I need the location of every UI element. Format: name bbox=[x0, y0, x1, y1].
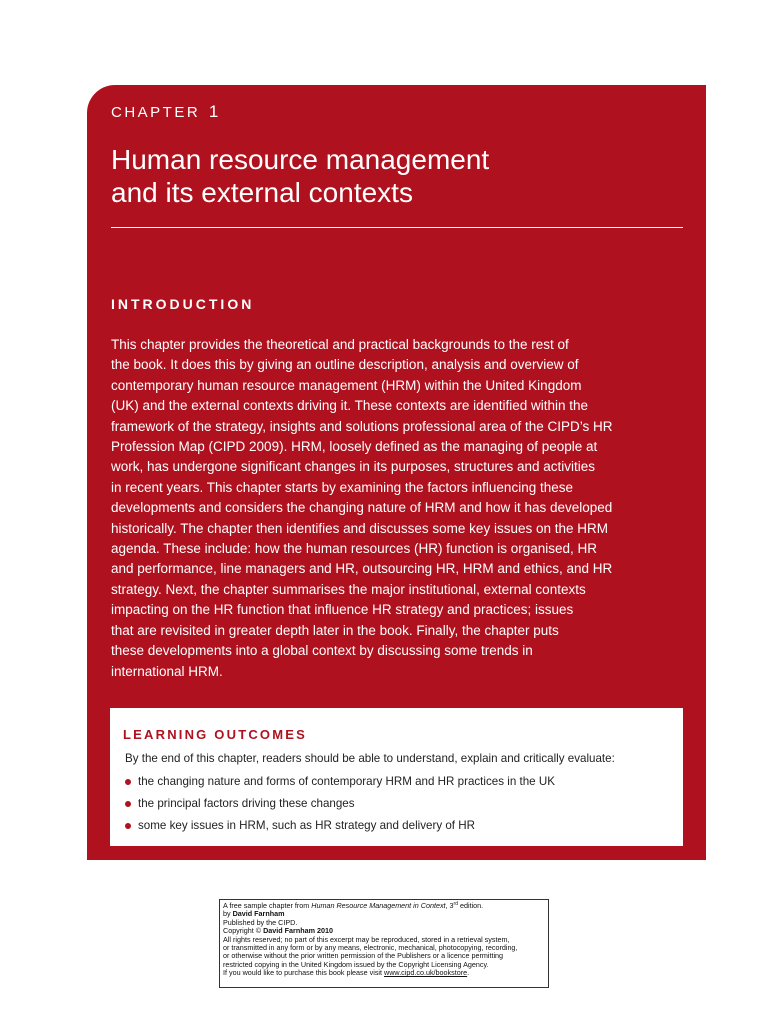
intro-line: (UK) and the external contexts driving it. These contexts are identified within the bbox=[111, 398, 589, 414]
intro-line: Profession Map (CIPD 2009). HRM, loosely defined as the managing of people at bbox=[111, 439, 598, 455]
intro-line: the book. It does this by giving an outline description, analysis and overview of bbox=[111, 357, 579, 373]
list-item-text: the changing nature and forms of contemporary HRM and HR practices in the UK bbox=[138, 775, 555, 788]
notice-line-rights: restricted copying in the United Kingdom issued by the Copyright Licensing Agency. bbox=[223, 959, 489, 969]
intro-line: work, has undergone significant changes in its purposes, structures and activities bbox=[111, 459, 596, 475]
learning-outcomes-list bbox=[125, 775, 555, 841]
intro-line: agenda. These include: how the human resources (HR) function is organised, HR bbox=[111, 541, 598, 557]
book-title: Human Resource Management in Context bbox=[311, 901, 446, 910]
list-item bbox=[125, 797, 555, 819]
list-item-text: the principal factors driving these changes bbox=[138, 797, 355, 810]
chapter-word: CHAPTER bbox=[111, 104, 201, 121]
intro-line: historically. The chapter then identifies and discusses some key issues on the HRM bbox=[111, 520, 608, 536]
bullet-icon bbox=[125, 779, 131, 785]
intro-line: that are revisited in greater depth later in the book. Finally, the chapter puts bbox=[111, 622, 559, 638]
list-item bbox=[125, 775, 555, 797]
chapter-title-line-1: Human resource management bbox=[111, 144, 490, 175]
notice-line-publisher: Published by the CIPD. bbox=[223, 917, 298, 927]
introduction-heading: INTRODUCTION bbox=[111, 296, 255, 312]
intro-line: developments and considers the changing nature of HRM and how it has developed bbox=[111, 500, 613, 516]
intro-line: in recent years. This chapter starts by examining the factors influencing these bbox=[111, 479, 573, 495]
intro-line: impacting on the HR function that influence HR strategy and practices; issues bbox=[111, 602, 574, 618]
learning-outcomes-lead: By the end of this chapter, readers should be able to understand, explain and critically evaluate: bbox=[125, 752, 615, 765]
notice-line-source: A free sample chapter from Human Resource Management in Context, 3rd edition. bbox=[223, 901, 484, 910]
bookstore-link[interactable]: www.cipd.co.uk/bookstore bbox=[384, 968, 468, 978]
intro-line: and performance, line managers and HR, outsourcing HR, HRM and ethics, and HR bbox=[111, 561, 613, 577]
notice-line-rights: or otherwise without the prior written permission of the Publishers or a licence permitting bbox=[223, 951, 504, 961]
list-item-text: some key issues in HRM, such as HR strategy and delivery of HR bbox=[138, 819, 475, 832]
learning-outcomes-heading: LEARNING OUTCOMES bbox=[123, 727, 308, 742]
chapter-title bbox=[111, 143, 681, 209]
author-name: David Farnham bbox=[232, 909, 285, 919]
intro-line: these developments into a global context by discussing some trends in bbox=[111, 643, 533, 659]
notice-line-rights: or transmitted in any form or by any means, electronic, mechanical, photocopying, recording, bbox=[223, 943, 518, 953]
notice-line-copyright: Copyright © David Farnham 2010 bbox=[223, 926, 333, 936]
introduction-text bbox=[111, 335, 691, 682]
notice-line-author: by David Farnham bbox=[223, 909, 285, 919]
notice-line-purchase: If you would like to purchase this book please visit www.cipd.co.uk/bookstore. bbox=[223, 968, 470, 978]
learning-outcomes-box bbox=[110, 708, 683, 846]
copyright-holder: David Farnham 2010 bbox=[263, 926, 333, 936]
chapter-number: 1 bbox=[208, 102, 219, 121]
title-divider bbox=[111, 227, 683, 228]
intro-line: international HRM. bbox=[111, 663, 223, 679]
intro-line: This chapter provides the theoretical and practical backgrounds to the rest of bbox=[111, 337, 569, 352]
list-item bbox=[125, 819, 555, 841]
intro-line: framework of the strategy, insights and solutions professional area of the CIPD’s HR bbox=[111, 418, 613, 434]
intro-line: strategy. Next, the chapter summarises the major institutional, external contexts bbox=[111, 581, 586, 597]
intro-line: contemporary human resource management (HRM) within the United Kingdom bbox=[111, 377, 582, 393]
bullet-icon bbox=[125, 823, 131, 829]
bullet-icon bbox=[125, 801, 131, 807]
chapter-label bbox=[111, 102, 218, 122]
copyright-notice-box bbox=[219, 899, 549, 988]
chapter-title-line-2: and its external contexts bbox=[111, 177, 413, 208]
notice-line-rights: All rights reserved; no part of this excerpt may be reproduced, stored in a retrieval system, bbox=[223, 934, 510, 944]
